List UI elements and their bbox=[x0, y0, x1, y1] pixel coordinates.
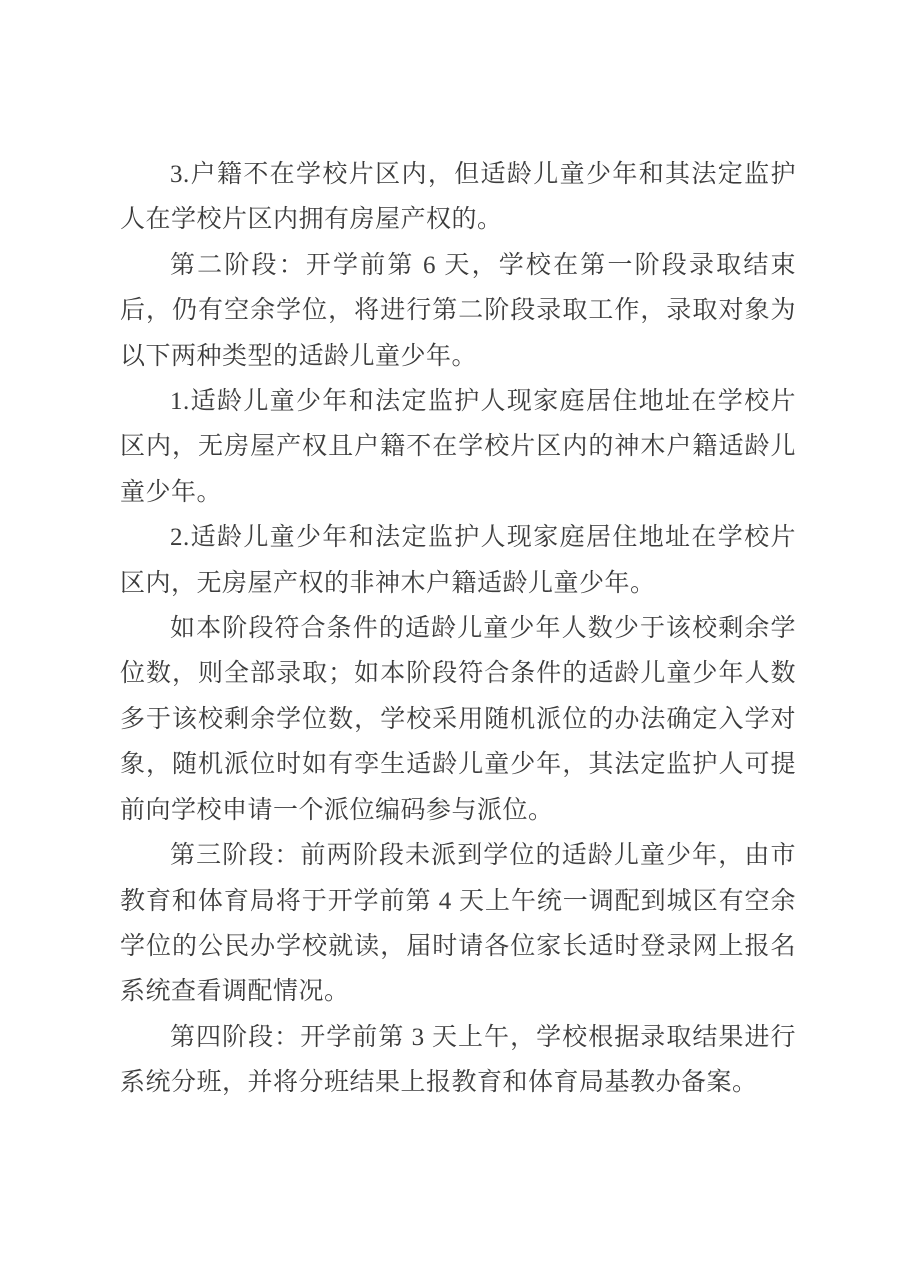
paragraph: 如本阶段符合条件的适龄儿童少年人数少于该校剩余学位数，则全部录取；如本阶段符合条件的适龄儿童少年人数多于该校剩余学位数，学校采用随机派位的办法确定入学对象，随机派位时如有孪生适龄儿童少年，其法定监护人可提前向学校申请一个派位编码参与派位。 bbox=[120, 615, 796, 824]
paragraph: 2.适龄儿童少年和法定监护人现家庭居住地址在学校片区内，无房屋产权的非神木户籍适龄儿童少年。 bbox=[120, 524, 796, 597]
paragraph: 第二阶段：开学前第 6 天，学校在第一阶段录取结束后，仍有空余学位，将进行第二阶段录取工作，录取对象为以下两种类型的适龄儿童少年。 bbox=[120, 251, 796, 370]
paragraph: 第三阶段：前两阶段未派到学位的适龄儿童少年，由市教育和体育局将于开学前第 4 天上午统一调配到城区有空余学位的公民办学校就读，届时请各位家长适时登录网上报名系统查看调配情况。 bbox=[120, 842, 796, 1006]
document-body bbox=[120, 152, 796, 1106]
paragraph: 3.户籍不在学校片区内，但适龄儿童少年和其法定监护人在学校片区内拥有房屋产权的。 bbox=[120, 161, 796, 234]
paragraph: 1.适龄儿童少年和法定监护人现家庭居住地址在学校片区内，无房屋产权且户籍不在学校片区内的神木户籍适龄儿童少年。 bbox=[120, 388, 796, 506]
paragraph: 第四阶段：开学前第 3 天上午，学校根据录取结果进行系统分班，并将分班结果上报教育和体育局基教办备案。 bbox=[120, 1023, 796, 1097]
